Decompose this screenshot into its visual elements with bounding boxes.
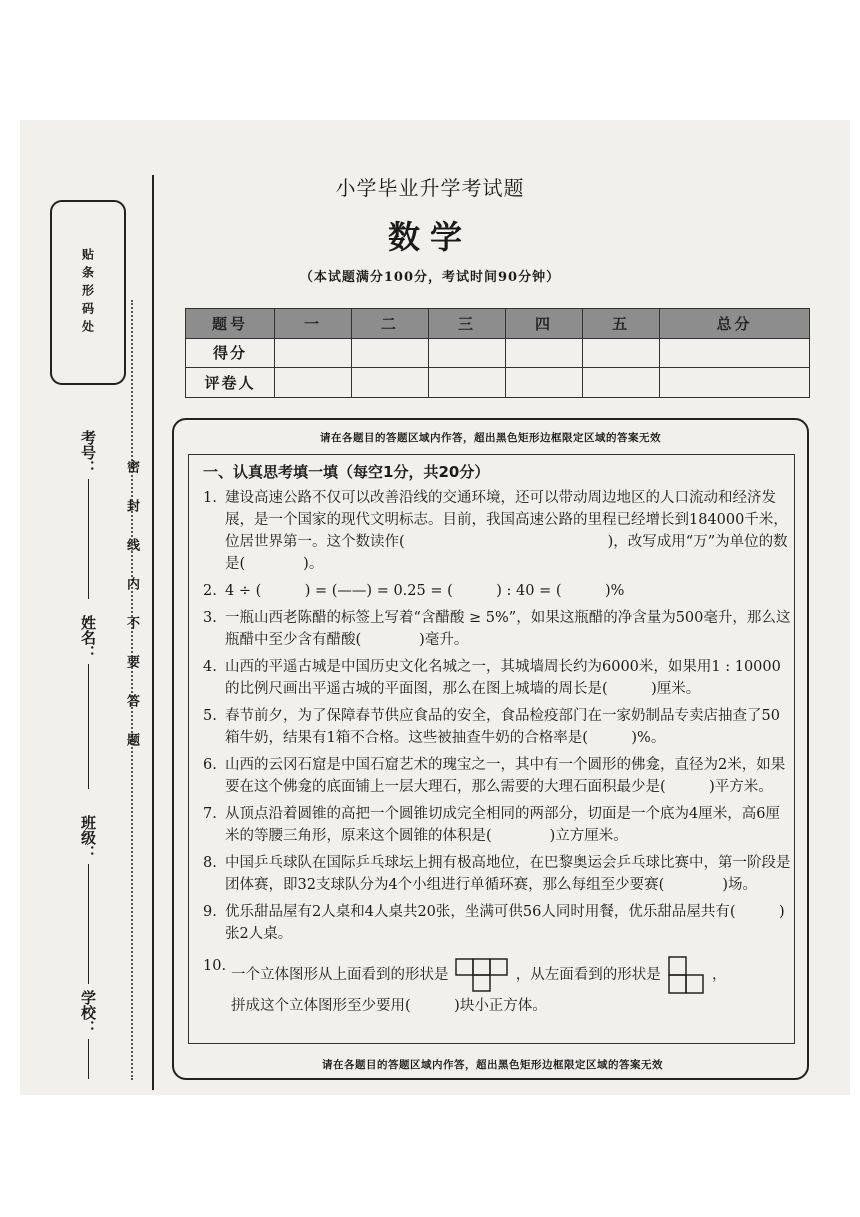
answer-notice-bottom: 请在各题目的答题区域内作答，超出黑色矩形边框限定区域的答案无效 [322,1059,663,1071]
school-label: 学校： [79,990,97,1035]
grader-cell[interactable] [429,368,506,398]
question-number: 6. [203,757,217,773]
seal-line-text: 密封线内不要答题 [124,460,139,772]
binding-line [152,175,154,1090]
score-cell[interactable] [352,338,429,368]
question-9 [203,901,793,945]
table-row [186,338,810,368]
exam-number-label: 考号： [79,430,97,475]
exam-title: 数学 [387,218,472,256]
question-number: 7. [203,806,217,822]
question-text: ，从左面看到的形状是 [515,967,661,983]
question-number: 3. [203,610,217,626]
question-number: 1. [203,490,217,506]
top-view-shape-icon [455,958,509,992]
exam-note: （本试题满分100分，考试时间90分钟） [299,270,561,285]
question-number: 4. [203,659,217,675]
header-cell: 总分 [660,309,810,339]
question-2 [203,580,793,602]
question-4 [203,656,793,700]
question-6 [203,754,793,798]
score-cell[interactable] [660,338,810,368]
row-label: 得分 [186,338,275,368]
question-number: 5. [203,708,217,724]
name-label: 姓名： [79,615,97,660]
class-label: 班级： [79,815,97,860]
name-line [88,664,89,789]
question-8 [203,852,793,896]
question-1 [203,487,793,575]
row-label: 评卷人 [186,368,275,398]
school-field [78,990,99,1079]
score-cell[interactable] [429,338,506,368]
answer-notice-top: 请在各题目的答题区域内作答，超出黑色矩形边框限定区域的答案无效 [320,432,661,444]
header-cell: 三 [429,309,506,339]
question-text: 从顶点沿着圆锥的高把一个圆锥切成完全相同的两部分，切面是一个底为4厘米，高6厘米的等腰三角形，原来这个圆锥的体积是( )立方厘米。 [225,806,780,844]
question-number: 2. [203,583,217,599]
left-view-shape-icon [667,955,705,995]
class-line [88,864,89,984]
header-cell: 题号 [186,309,275,339]
section-heading: 一、认真思考填一填（每空1分，共20分） [203,463,490,481]
question-text: 一个立体图形从上面看到的形状是 [231,967,449,983]
question-number: 8. [203,855,217,871]
grader-cell[interactable] [352,368,429,398]
header-cell: 四 [506,309,583,339]
question-text: 优乐甜品屋有2人桌和4人桌共20张，坐满可供56人同时用餐，优乐甜品屋共有( )张2人桌。 [225,904,785,942]
class-field [78,815,99,984]
question-number: 9. [203,904,217,920]
barcode-label: 贴条形码处 [80,247,95,338]
score-cell[interactable] [275,338,352,368]
question-3 [203,607,793,651]
question-5 [203,705,793,749]
question-7 [203,803,793,847]
question-text: ， [711,967,727,983]
score-table-header [186,309,810,339]
header-cell: 二 [352,309,429,339]
question-10 [203,955,793,1017]
question-text: 山西的云冈石窟是中国石窟艺术的瑰宝之一，其中有一个圆形的佛龛，直径为2米，如果要在这个佛龛的底面铺上一层大理石，那么需要的大理石面积最少是( )平方米。 [225,757,786,795]
grader-cell[interactable] [660,368,810,398]
score-cell[interactable] [583,338,660,368]
question-text: 4 ÷ ( ) = (——) = 0.25 = ( ) : 40 = ( )% [225,583,625,599]
exam-number-field [78,430,99,599]
answer-inner-box [188,454,795,1044]
section-1 [203,461,793,1022]
exam-number-line [88,479,89,599]
header-cell: 一 [275,309,352,339]
question-text: 中国乒乓球队在国际乒乓球坛上拥有极高地位，在巴黎奥运会乒乓球比赛中，第一阶段是团体赛，即32支球队分为4个小组进行单循环赛，那么每组至少要赛( )场。 [225,855,791,893]
school-line [88,1039,89,1079]
name-field [78,615,99,789]
question-number: 10. [203,958,227,974]
answer-area [172,418,809,1080]
grader-cell[interactable] [583,368,660,398]
grader-cell[interactable] [275,368,352,398]
exam-subtitle: 小学毕业升学考试题 [335,176,525,200]
header-cell: 五 [583,309,660,339]
question-text: 一瓶山西老陈醋的标签上写着“含醋酸 ≥ 5%”，如果这瓶醋的净含量为500毫升，那么这瓶醋中至少含有醋酸( )毫升。 [225,610,791,648]
question-text: 建设高速公路不仅可以改善沿线的交通环境，还可以带动周边地区的人口流动和经济发展，是一个国家的现代文明标志。目前，我国高速公路的里程已经增长到184000千米，位居世界第一。这个数读作( )，改写成用“万”为单位的数是( )。 [225,490,788,572]
question-text: 春节前夕，为了保障春节供应食品的安全，食品检疫部门在一家奶制品专卖店抽查了50箱牛奶，结果有1箱不合格。这些被抽查牛奶的合格率是( )%。 [225,708,780,746]
question-text: 拼成这个立体图形至少要用( )块小正方体。 [231,998,547,1014]
question-text: 山西的平遥古城是中国历史文化名城之一，其城墙周长约为6000米，如果用1 : 10000的比例尺画出平遥古城的平面图，那么在图上城墙的周长是( )厘米。 [225,659,781,697]
grader-cell[interactable] [506,368,583,398]
score-cell[interactable] [506,338,583,368]
score-table [185,308,810,398]
table-row [186,368,810,398]
